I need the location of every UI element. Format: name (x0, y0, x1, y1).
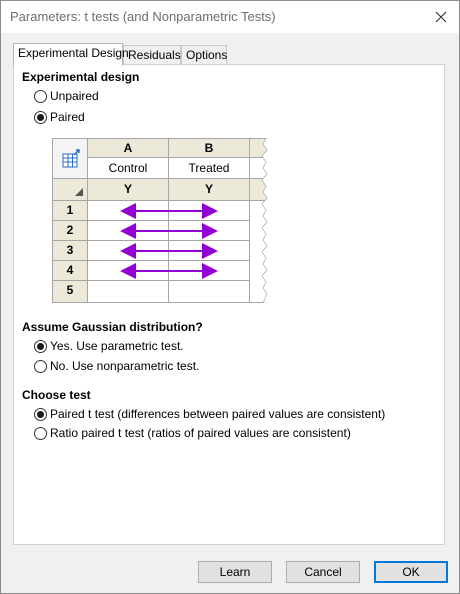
tab-experimental-design[interactable]: Experimental Design (13, 43, 123, 66)
radio-paired-label: Paired (50, 110, 85, 124)
row-header: 2 (52, 221, 88, 241)
choose-test-heading: Choose test (22, 388, 91, 402)
row-header: 1 (52, 201, 88, 221)
column-letter-a: A (88, 138, 169, 158)
gaussian-heading: Assume Gaussian distribution? (22, 320, 203, 334)
data-table-illustration (52, 138, 268, 303)
column-name-control: Control (88, 158, 169, 179)
torn-edge (258, 138, 268, 303)
column-name-treated: Treated (169, 158, 250, 179)
radio-unpaired[interactable] (34, 89, 99, 103)
experimental-design-heading: Experimental design (22, 70, 140, 84)
column-letter-b: B (169, 138, 250, 158)
row-header: 4 (52, 261, 88, 281)
radio-paired[interactable] (34, 110, 85, 124)
radio-unpaired-label: Unpaired (50, 89, 99, 103)
cancel-button[interactable]: Cancel (286, 561, 360, 583)
learn-button[interactable]: Learn (198, 561, 272, 583)
radio-paired-t-test[interactable] (34, 407, 385, 421)
radio-parametric[interactable] (34, 339, 184, 353)
radio-nonparametric-circle[interactable] (34, 360, 47, 373)
tab-residuals[interactable]: Residuals (123, 45, 181, 65)
row-header: 5 (52, 281, 88, 303)
pairing-arrows (52, 138, 268, 303)
radio-ratio-paired-t-test[interactable] (34, 426, 351, 440)
ok-button[interactable]: OK (374, 561, 448, 583)
radio-nonparametric-label: No. Use nonparametric test. (50, 359, 200, 373)
radio-parametric-circle[interactable] (34, 340, 47, 353)
radio-paired-circle[interactable] (34, 111, 47, 124)
row-header: 3 (52, 241, 88, 261)
radio-ratio-paired-t-test-circle[interactable] (34, 427, 47, 440)
column-sub-a: Y (88, 179, 169, 201)
radio-nonparametric[interactable] (34, 359, 199, 373)
radio-unpaired-circle[interactable] (34, 90, 47, 103)
radio-ratio-paired-t-test-label: Ratio paired t test (ratios of paired values are consistent) (50, 426, 351, 440)
radio-paired-t-test-label: Paired t test (differences between paired values are consistent) (50, 407, 386, 421)
radio-paired-t-test-circle[interactable] (34, 408, 47, 421)
close-icon (435, 11, 447, 23)
column-sub-b: Y (169, 179, 250, 201)
tab-panel (13, 64, 445, 545)
window-title: Parameters: t tests (and Nonparametric Tests) (10, 9, 276, 24)
radio-parametric-label: Yes. Use parametric test. (50, 339, 184, 353)
tab-options[interactable]: Options (181, 45, 227, 65)
title-bar (1, 1, 459, 33)
close-button[interactable] (429, 5, 453, 29)
